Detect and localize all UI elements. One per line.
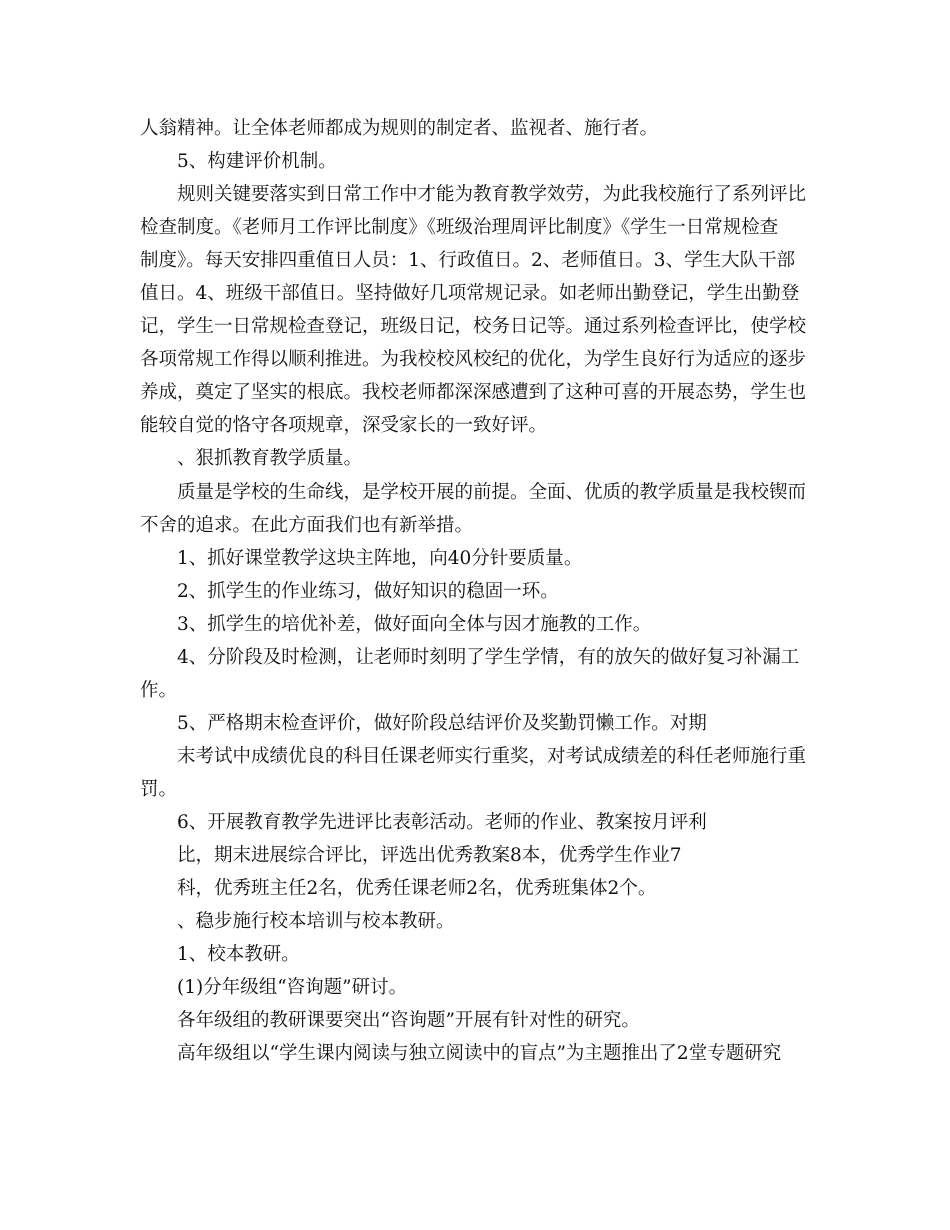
text-line: 各项常规工作得以顺利推进。为我校校风校纪的优化，为学生良好行为适应的逐步 — [140, 349, 807, 371]
text-line: 质量是学校的生命线，是学校开展的前提。全面、优质的教学质量是我校锲而 — [177, 481, 807, 503]
text-line: 各年级组的教研课要突出“咨询题”开展有针对性的研究。 — [177, 1010, 640, 1032]
text-line: 、稳步施行校本培训与校本教研。 — [177, 911, 455, 933]
text-line: 作。 — [140, 679, 178, 701]
text-line: 1、校本教研。 — [177, 944, 300, 966]
text-line: 6、开展教育教学先进评比表彰活动。老师的作业、教案按月评利 — [177, 811, 707, 833]
text-line: 检查制度。《老师月工作评比制度》《班级治理周评比制度》《学生一日常规检查 — [140, 217, 779, 239]
text-line: 规则关键要落实到日常工作中才能为教育教学效劳，为此我校施行了系列评比 — [177, 184, 807, 206]
text-line: 不舍的追求。在此方面我们也有新举措。 — [140, 514, 474, 536]
text-line: 末考试中成绩优良的科目任课老师实行重奖，对考试成绩差的科任老师施行重 — [177, 745, 807, 767]
text-line: 4、分阶段及时检测，让老师时刻明了学生学情，有的放矢的做好复习补漏工 — [177, 646, 800, 668]
text-line: 养成，奠定了坚实的根底。我校老师都深深感遭到了这种可喜的开展态势，学生也 — [140, 382, 807, 404]
text-line: 3、抓学生的培优补差，做好面向全体与因才施教的工作。 — [177, 613, 652, 635]
text-line: 能较自觉的恪守各项规章，深受家长的一致好评。 — [140, 415, 548, 437]
text-line: 制度》。每天安排四重值日人员：1、行政值日。2、老师值日。3、学生大队干部 — [140, 250, 796, 272]
text-line: 、狠抓教育教学质量。 — [177, 448, 363, 470]
text-line: 5、严格期末检查评价，做好阶段总结评价及奖勤罚懒工作。对期 — [177, 712, 707, 734]
text-line: 罚。 — [140, 778, 178, 800]
text-line: 5、构建评价机制。 — [177, 151, 337, 173]
text-line: 1、抓好课堂教学这块主阵地，向40分针要质量。 — [177, 547, 583, 569]
text-line: 科，优秀班主任2名，优秀任课老师2名，优秀班集体2个。 — [177, 878, 657, 900]
document-body — [140, 112, 820, 1070]
text-line: 比，期末进展综合评比，评选出优秀教案8本，优秀学生作业7 — [177, 845, 682, 867]
text-line: (1)分年级组“咨询题”研讨。 — [177, 977, 408, 999]
text-line: 人翁精神。让全体老师都成为规则的制定者、监视者、施行者。 — [140, 118, 659, 139]
text-line: 高年级组以“学生课内阅读与独立阅读中的盲点”为主题推出了2堂专题研究 — [177, 1043, 782, 1065]
text-line: 记，学生一日常规检查登记，班级日记，校务日记等。通过系列检查评比，使学校 — [140, 316, 807, 338]
text-line: 值日。4、班级干部值日。坚持做好几项常规记录。如老师出勤登记，学生出勤登 — [140, 283, 800, 305]
text-line: 2、抓学生的作业练习，做好知识的稳固一环。 — [177, 580, 559, 602]
